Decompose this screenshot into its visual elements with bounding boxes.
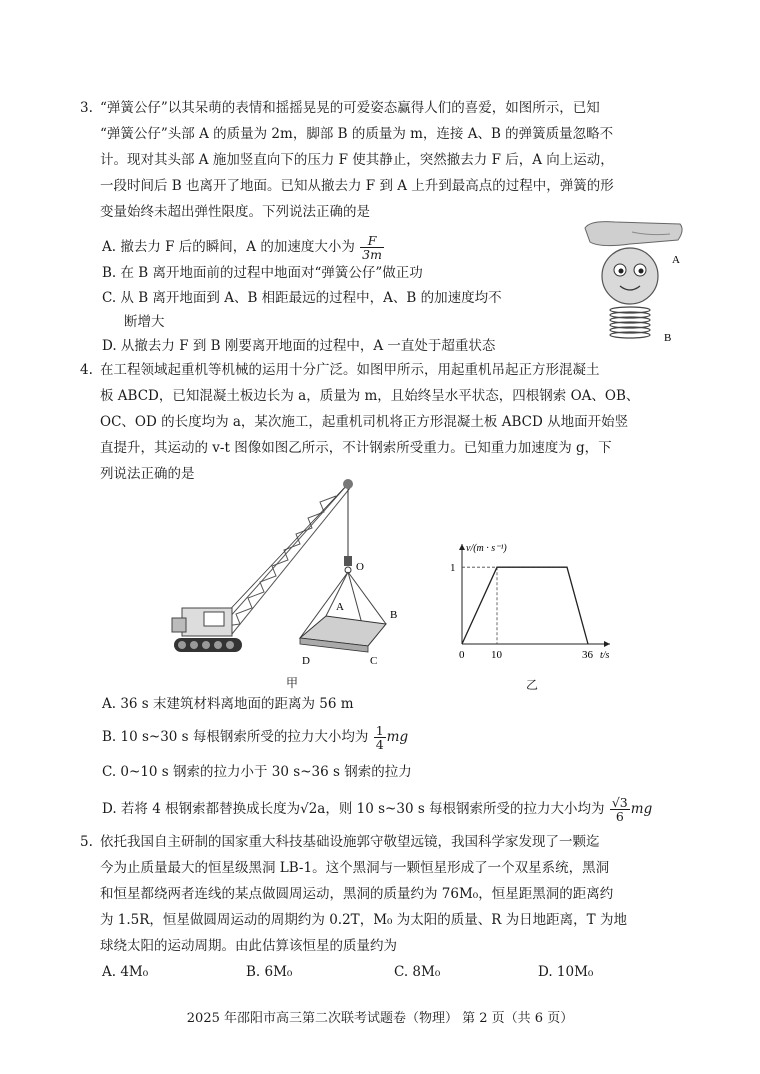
- label-b: B: [664, 332, 672, 344]
- caption-left: 甲: [286, 676, 299, 690]
- question-text-line: 变量始终未超出弹性限度。下列说法正确的是: [100, 204, 370, 220]
- label-d: D: [302, 655, 310, 667]
- question-text-line: “弹簧公仔”以其呆萌的表情和摇摇晃晃的可爱姿态赢得人们的喜爱，如图所示，已知: [100, 100, 600, 116]
- question-text-line: 和恒星都绕两者连线的某点做圆周运动，黑洞的质量约为 76M₀，恒星距黑洞的距离约: [100, 886, 614, 902]
- x-tick-label: 36: [582, 649, 593, 661]
- crane-figure: [170, 478, 410, 668]
- question-text-line: 依托我国自主研制的国家重大科技基础设施郭守敬望远镜，我国科学家发现了一颗迄: [100, 834, 600, 850]
- caption-right: 乙: [526, 678, 539, 692]
- velocity-series-line: [462, 567, 588, 644]
- option-c-cont: 断增大: [124, 314, 165, 330]
- numerator: F: [360, 234, 384, 248]
- fraction: [374, 724, 386, 751]
- y-axis-label: v/(m · s⁻¹): [466, 543, 507, 554]
- label-c: C: [370, 655, 378, 667]
- question-text-line: 在工程领域起重机等机械的运用十分广泛。如图甲所示，用起重机吊起正方形混凝土: [100, 362, 600, 378]
- option-c: C. 0~10 s 钢索的拉力小于 30 s~36 s 钢索的拉力: [102, 764, 412, 780]
- option-d: D. 从撤去力 F 到 B 刚要离开地面的过程中，A 一直处于超重状态: [102, 338, 496, 354]
- option-d: [102, 796, 652, 823]
- denominator: 4: [375, 737, 384, 752]
- option-suffix: mg: [630, 801, 653, 817]
- vt-chart: [440, 536, 620, 666]
- question-text-line: OC、OD 的长度均为 a，某次施工，起重机司机将正方形混凝土板 ABCD 从地面开始竖: [100, 414, 629, 430]
- label-a: A: [336, 601, 344, 613]
- option-text: A. 撤去力 F 后的瞬间，A 的加速度大小为: [102, 239, 355, 255]
- denominator: 3m: [362, 247, 382, 262]
- option-text: D. 若将 4 根钢索都替换成长度为: [102, 801, 301, 817]
- question-number: 5.: [80, 834, 93, 850]
- question-text-line: 一段时间后 B 也离开了地面。已知从撤去力 F 到 A 上升到最高点的过程中，弹簧的形: [100, 178, 614, 194]
- question-text-line: 今为止质量最大的恒星级黑洞 LB-1。这个黑洞与一颗恒星形成了一个双星系统，黑洞: [100, 860, 610, 876]
- x-tick-label: 0: [459, 649, 465, 661]
- denominator: 6: [615, 809, 624, 824]
- question-text-line: 球绕太阳的运动周期。由此估算该恒星的质量约为: [100, 938, 397, 954]
- label-b: B: [390, 609, 398, 621]
- question-text-line: “弹簧公仔”头部 A 的质量为 2m，脚部 B 的质量为 m，连接 A、B 的弹簧质量忽略不: [100, 126, 614, 142]
- option-b: [102, 724, 408, 751]
- question-text-line: 计。现对其头部 A 施加竖直向下的压力 F 使其静止，突然撤去力 F 后，A 向上运动，: [100, 152, 614, 168]
- question-number: 4.: [80, 362, 93, 378]
- option-b: B. 6M₀: [246, 964, 293, 980]
- label-a: A: [672, 254, 680, 266]
- x-tick-label: 10: [491, 649, 502, 661]
- label-o: O: [356, 561, 364, 573]
- numerator: 1: [375, 723, 384, 738]
- question-text-line: 直提升，其运动的 v-t 图像如图乙所示，不计钢索所受重力。已知重力加速度为 g，下: [100, 440, 612, 456]
- option-text: B. 10 s~30 s 每根钢索所受的拉力大小均为: [102, 729, 369, 745]
- x-axis-label: t/s: [600, 650, 610, 661]
- option-a: A. 36 s 末建筑材料离地面的距离为 56 m: [102, 696, 354, 712]
- spring-toy-figure: [570, 218, 700, 348]
- y-tick-label: 1: [450, 562, 456, 575]
- option-c: C. 从 B 离开地面到 A、B 相距最远的过程中，A、B 的加速度均不: [102, 290, 502, 306]
- option-a: A. 4M₀: [102, 964, 149, 980]
- page-footer: 2025 年邵阳市高三第二次联考试题卷（物理） 第 2 页（共 6 页）: [186, 1011, 574, 1026]
- numerator: √3: [611, 795, 628, 810]
- option-d: D. 10M₀: [538, 964, 594, 980]
- option-b: B. 在 B 离开地面前的过程中地面对“弹簧公仔”做正功: [102, 265, 423, 281]
- question-text-line: 列说法正确的是: [100, 466, 195, 482]
- option-a: [102, 234, 385, 261]
- question-text-line: 板 ABCD，已知混凝土板边长为 a，质量为 m，且始终呈水平状态，四根钢索 OA、OB、: [100, 388, 640, 404]
- option-text: √2a，则 10 s~30 s 每根钢索所受的拉力大小均为: [300, 801, 605, 817]
- fraction: [360, 234, 384, 261]
- option-c: C. 8M₀: [394, 964, 441, 980]
- question-number: 3.: [80, 100, 93, 116]
- fraction: [610, 796, 630, 823]
- question-text-line: 为 1.5R，恒星做圆周运动的周期约为 0.2T，M₀ 为太阳的质量、R 为日地距离，T 为地: [100, 912, 627, 928]
- option-suffix: mg: [386, 729, 409, 745]
